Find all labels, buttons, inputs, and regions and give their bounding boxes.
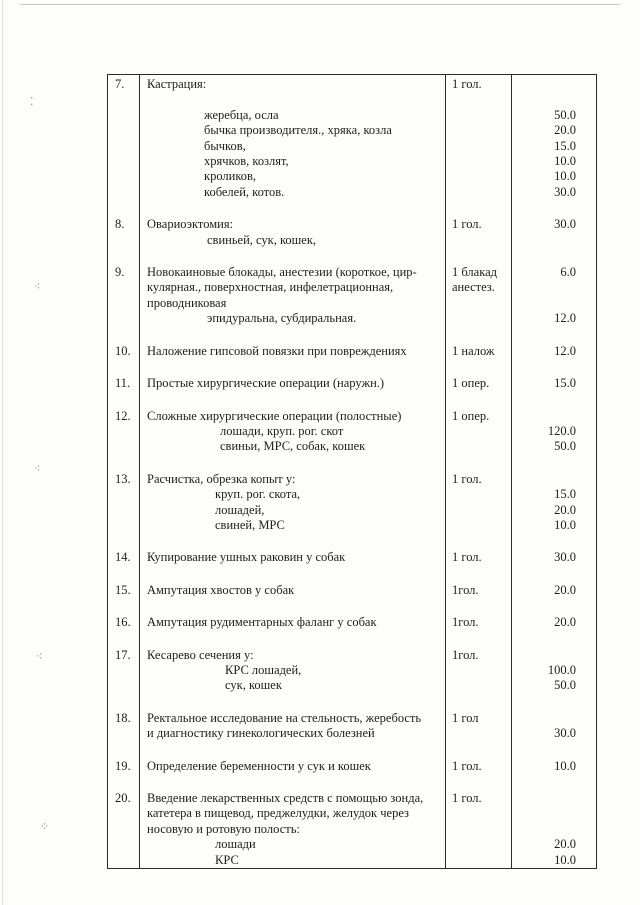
row-number: 16. — [108, 613, 140, 645]
sub-item: лошади — [215, 837, 256, 852]
sub-item: КРС — [215, 852, 239, 867]
sub-item: круп. рог. скота, — [215, 487, 301, 502]
service-name: Новокаиновые блокады, анестезии (короткое, цир- кулярная., поверхностная, инфелетрационная, проводниковая эпидуральна, субдиральная. — [140, 263, 446, 342]
unit: 1 гол. — [446, 548, 512, 580]
table-row — [108, 581, 597, 613]
table-row — [108, 75, 597, 216]
price: 30.0 — [512, 215, 597, 263]
table-row — [108, 757, 597, 789]
service-name: Кастрация: жеребца, осла бычка производителя., хряка, козла бычков, хрячков, козлят, кроликов, кобелей, котов. — [140, 75, 446, 216]
service-name: Купирование ушных раковин у собак — [140, 548, 446, 580]
price-list-table — [107, 74, 597, 869]
scan-speck: ⁖ — [34, 281, 41, 293]
price: 50.0 20.0 15.0 10.0 10.0 30.0 — [512, 75, 597, 216]
service-name: Овариоэктомия: свиньей, сук, кошек, — [140, 215, 446, 263]
unit: 1 опер. — [446, 374, 512, 406]
sub-item: кроликов, — [204, 169, 257, 184]
row-number: 14. — [108, 548, 140, 580]
scan-speck: ⁘ — [40, 821, 50, 833]
sub-item: свиньей, сук, кошек, — [207, 232, 317, 247]
service-name: Простые хирургические операции (наружн.) — [140, 374, 446, 406]
row-number: 20. — [108, 789, 140, 869]
unit: 1 гол. — [446, 789, 512, 869]
service-name: Сложные хирургические операции (полостные) лошади, круп. рог. скот свиньи, МРС, собак, кошек — [140, 407, 446, 470]
price: 20.0 10.0 — [512, 789, 597, 869]
unit: 1 гол. — [446, 470, 512, 549]
sub-item: кобелей, котов. — [204, 184, 285, 199]
row-number: 12. — [108, 407, 140, 470]
row-number: 17. — [108, 646, 140, 709]
sub-item: жеребца, осла — [204, 107, 279, 122]
sub-item: КРС лошадей, — [225, 662, 302, 677]
sub-item: хрячков, козлят, — [204, 154, 289, 169]
price: 10.0 — [512, 757, 597, 789]
service-name: Наложение гипсовой повязки при повреждениях — [140, 342, 446, 374]
service-name: Определение беременности у сук и кошек — [140, 757, 446, 789]
sub-item: свиньи, МРС, собак, кошек — [220, 439, 366, 454]
price: 120.0 50.0 — [512, 407, 597, 470]
row-number: 18. — [108, 709, 140, 757]
scan-speck: ⁖ — [34, 463, 41, 475]
row-number: 10. — [108, 342, 140, 374]
service-name: Расчистка, обрезка копыт у: круп. рог. скота, лошадей, свиней, МРС — [140, 470, 446, 549]
sub-item: эпидуральна, субдиральная. — [207, 311, 357, 326]
service-name: Ампутация рудиментарных фаланг у собак — [140, 613, 446, 645]
row-number: 7. — [108, 75, 140, 216]
scan-speck: ⁖ — [36, 651, 43, 663]
table-row — [108, 263, 597, 342]
unit: 1гол. — [446, 613, 512, 645]
page-top-rule — [20, 4, 620, 5]
service-name: Введение лекарственных средств с помощью зонда, катетера в пищевод, преджелудки, желудок через носовую и ротовую полость: лошади КРС — [140, 789, 446, 869]
unit: 1 гол — [446, 709, 512, 757]
unit: 1гол. — [446, 646, 512, 709]
sub-item: сук, кошек — [225, 678, 282, 693]
sub-item: свиней, МРС — [215, 517, 285, 532]
sub-item: лошадей, — [215, 502, 265, 517]
service-name: Ампутация хвостов у собак — [140, 581, 446, 613]
unit: 1 гол. — [446, 215, 512, 263]
scan-edge — [2, 0, 3, 905]
price: 30.0 — [512, 709, 597, 757]
row-number: 11. — [108, 374, 140, 406]
table-row — [108, 646, 597, 709]
price: 100.0 50.0 — [512, 646, 597, 709]
price: 15.0 — [512, 374, 597, 406]
price: 20.0 — [512, 581, 597, 613]
row-number: 19. — [108, 757, 140, 789]
unit: 1гол. — [446, 581, 512, 613]
table-row — [108, 613, 597, 645]
table-row — [108, 342, 597, 374]
price: 12.0 — [512, 342, 597, 374]
sub-item: лошади, круп. рог. скот — [220, 423, 344, 438]
table-row — [108, 709, 597, 757]
sub-item: бычков, — [204, 138, 246, 153]
unit: 1 опер. — [446, 407, 512, 470]
scan-speck: ⁚ — [30, 96, 34, 108]
sub-item: бычка производителя., хряка, козла — [204, 123, 392, 138]
unit: 1 блакад анестез. — [446, 263, 512, 342]
service-name: Кесарево сечения у: КРС лошадей, сук, кошек — [140, 646, 446, 709]
table-row — [108, 407, 597, 470]
unit: 1 гол. — [446, 75, 512, 216]
row-number: 15. — [108, 581, 140, 613]
unit: 1 гол. — [446, 757, 512, 789]
unit: 1 налож — [446, 342, 512, 374]
price: 6.0 12.0 — [512, 263, 597, 342]
price: 30.0 — [512, 548, 597, 580]
row-number: 8. — [108, 215, 140, 263]
row-number: 13. — [108, 470, 140, 549]
table-row — [108, 470, 597, 549]
table-row — [108, 548, 597, 580]
price: 20.0 — [512, 613, 597, 645]
table-row — [108, 789, 597, 869]
service-name: Ректальное исследование на стельность, жеребость и диагностику гинекологических болезней — [140, 709, 446, 757]
price: 15.0 20.0 10.0 — [512, 470, 597, 549]
table-row — [108, 215, 597, 263]
table-row — [108, 374, 597, 406]
row-number: 9. — [108, 263, 140, 342]
